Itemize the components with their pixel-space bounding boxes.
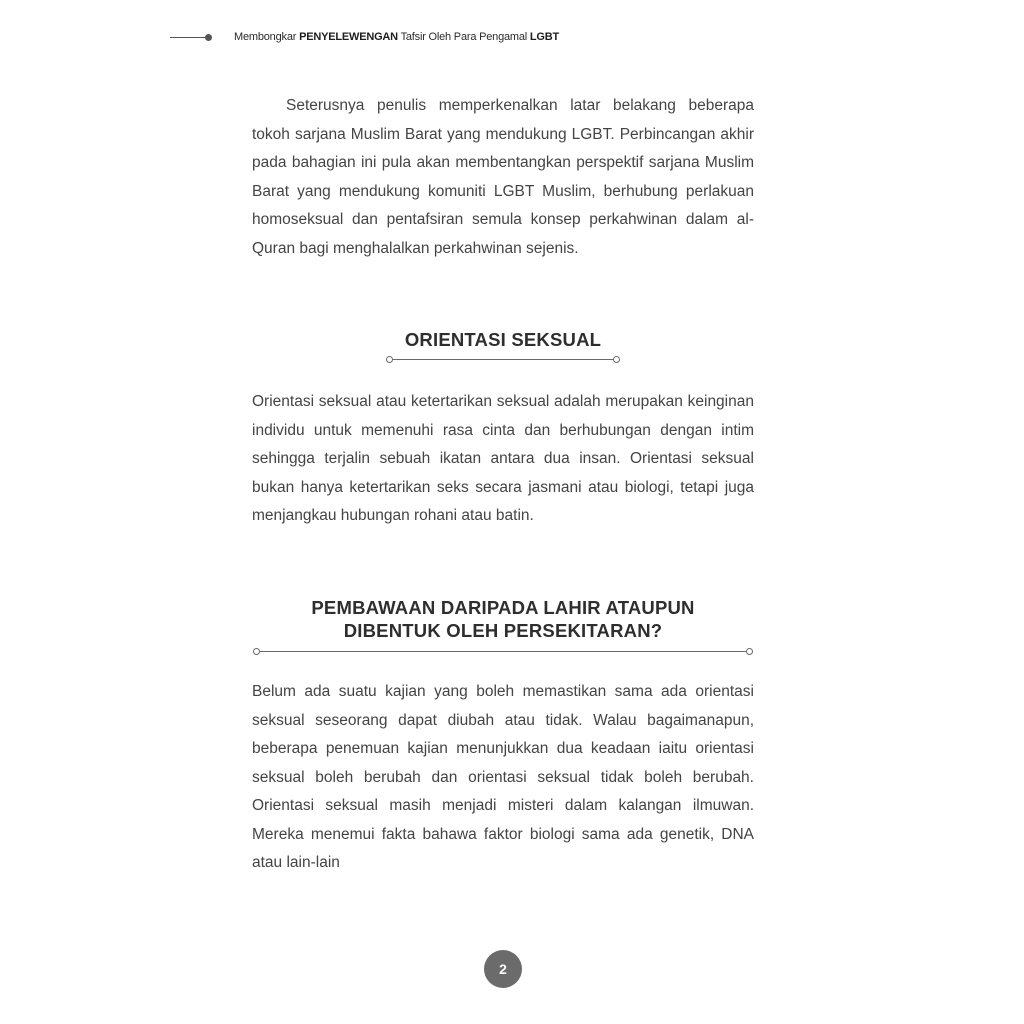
running-head bbox=[170, 28, 559, 46]
divider-right-ring bbox=[613, 356, 620, 363]
section-1-title: ORIENTASI SEKSUAL bbox=[404, 329, 602, 350]
page-number: 2 bbox=[499, 961, 507, 977]
divider-left-ring bbox=[386, 356, 393, 363]
page-number-badge bbox=[484, 950, 522, 988]
section-2-paragraph: Belum ada suatu kajian yang boleh memastikan sama ada orientasi seksual seseorang dapat diubah atau tidak. Walau bagaimanapun, beberapa penemuan kajian menunjukkan dua keadaan iaitu orientasi seksual boleh berubah dan orientasi seksual tidak boleh berubah. Orientasi seksual masih menjadi misteri dalam kalangan ilmuwan. Mereka menemui fakta bahawa faktor biologi sama ada genetik, DNA atau lain-lain bbox=[252, 683, 754, 871]
section-2-heading bbox=[252, 596, 754, 655]
section-2-title-line-2: DIBENTUK OLEH PERSEKITARAN? bbox=[343, 620, 663, 641]
running-head-title bbox=[234, 31, 559, 43]
section-2-body bbox=[252, 678, 754, 878]
running-head-dot bbox=[205, 34, 212, 41]
running-head-emphasis-2: LGBT bbox=[529, 31, 560, 43]
divider-right-ring bbox=[746, 648, 753, 655]
running-head-middle: Tafsir Oleh Para Pengamal bbox=[397, 31, 530, 43]
section-1-paragraph: Orientasi seksual atau ketertarikan seksual adalah merupakan keinginan individu untuk memenuhi rasa cinta dan berhubungan dengan intim sehingga terjalin sebuah ikatan antara dua insan. Orientasi seksual bukan hanya ketertarikan seks secara jasmani atau biologi, tetapi juga menjangkau hubungan rohani atau batin. bbox=[252, 393, 754, 524]
divider-left-ring bbox=[253, 648, 260, 655]
running-head-rule bbox=[170, 37, 206, 38]
running-head-prefix: Membongkar bbox=[234, 31, 300, 43]
section-2-divider bbox=[253, 648, 753, 655]
running-head-emphasis-1: PENYELEWENGAN bbox=[299, 31, 398, 43]
section-1-heading bbox=[252, 328, 754, 363]
section-1-body bbox=[252, 388, 754, 531]
divider-line bbox=[393, 359, 613, 360]
intro-paragraph: Seterusnya penulis memperkenalkan latar belakang beberapa tokoh sarjana Muslim Barat yang mendukung LGBT. Perbincangan akhir pada bahagian ini pula akan membentangkan perspektif sarjana Muslim Barat yang mendukung komuniti LGBT Muslim, berhubung perlakuan homoseksual dan pentafsiran semula konsep perkahwinan dalam al-Quran bagi menghalalkan perkahwinan sejenis. bbox=[252, 97, 754, 257]
intro-block bbox=[252, 92, 754, 263]
section-2-title-line-1: PEMBAWAAN DARIPADA LAHIR ATAUPUN bbox=[311, 597, 695, 618]
divider-line bbox=[260, 651, 746, 652]
section-1-divider bbox=[386, 356, 620, 363]
